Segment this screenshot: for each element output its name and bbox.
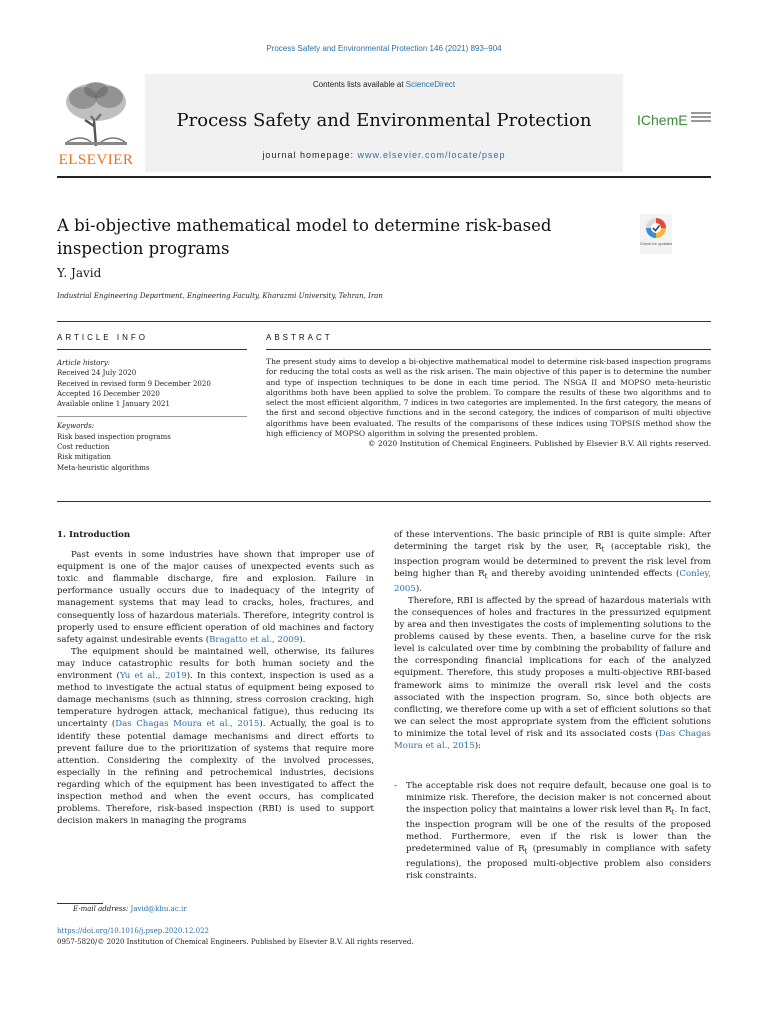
keywords-divider — [57, 416, 247, 417]
subscript: t — [671, 808, 675, 818]
email-label: E-mail address: — [73, 905, 131, 913]
journal-masthead — [57, 74, 711, 172]
text-run: The acceptable risk does not require default, because one goal is to minimize risk. Therefore, the decision maker is not concerned about the inspection policy that maintains a lower risk level than R — [406, 781, 711, 816]
text-run: ). — [299, 634, 306, 645]
keyword: Risk based inspection programs — [57, 432, 171, 441]
text-run: Past events in some industries have shown that improper use of equipment is one of the major causes of unexpected events such as toxic and flammable discharge, fire and explosion. Failure in performance usually occurs due to inadequacy of the integrity of management systems that may lead to cracks, holes, fractures, and consequently loss of hazardous materials. Therefore, integrity control is properly used to ensure efficient operation of old machines and factory safety against undesirable events ( — [57, 550, 374, 645]
issn-copyright: 0957-5820/© 2020 Institution of Chemical Engineers. Published by Elsevier B.V. All rights reserved. — [57, 938, 414, 946]
elsevier-tree-icon — [61, 80, 131, 148]
journal-homepage — [145, 150, 623, 160]
abstract-text: The present study aims to develop a bi-objective mathematical model to determine risk-based inspection programs for reducing the total costs as well as the risk arisen. The main objective of this paper is to determine the number and type of inspection techniques to be done in each time period. The NSGA II and MOPSO meta-heuristic algorithms both have been applied to solve the problem. To compare the results of these two algorithms and to select the most efficient algorithm, 7 indices in two categories are implemented. In the first category, the means of the first and second objective functions and in the second category, the indices of comparison of multi objective algorithms have been evaluated. The results of the comparisons of these indices using TOPSIS method show the high efficiency of MOPSO algorithm in solving the presented problem. — [266, 357, 711, 439]
subscript: t — [484, 571, 488, 581]
masthead-rule — [57, 176, 711, 178]
email-link[interactable]: Javid@khu.ac.ir — [130, 905, 187, 913]
author-name: Y. Javid — [57, 266, 102, 280]
citation-link[interactable]: Das Chagas Moura et al., 2015 — [394, 728, 711, 752]
abstract-copyright: © 2020 Institution of Chemical Engineers. Published by Elsevier B.V. All rights reserved. — [367, 439, 711, 449]
list-item — [394, 780, 711, 882]
header-divider — [57, 321, 711, 322]
text-run: (acceptable risk), the inspection program would be determined to prevent the risk level from being higher than R — [394, 542, 711, 579]
author-affiliation: Industrial Engineering Department, Engineering Faculty, Kharazmi University, Tehran, Iran — [57, 292, 383, 300]
crossmark-label: Check for updates — [640, 241, 672, 246]
citation-link[interactable]: Yu et al., 2019 — [119, 671, 187, 682]
abstract — [266, 357, 711, 450]
text-run: (presumably in compliance with safety regulations), the proposed multi-objective problem also considers risk constraints. — [406, 844, 711, 882]
icheme-wordmark: IChemE — [637, 112, 688, 128]
contents-line — [145, 80, 623, 89]
paragraph — [57, 549, 374, 646]
article-title: A bi-objective mathematical model to determine risk-based inspection programs — [57, 216, 552, 258]
history-item: Accepted 16 December 2020 — [57, 389, 160, 398]
article-info-heading: ARTICLE INFO — [57, 333, 148, 342]
text-run: ): — [474, 741, 481, 752]
text-run: ). — [415, 583, 422, 594]
text-run: Therefore, RBI is affected by the spread of hazardous materials with the consequences of holes and fractures in the pressurized equipment by area and then investigates the costs of implementing solutions to the problems caused by these events. Then, a baseline curve for the risk level is calculated over time by combining the probability of failure and the corresponding financial implications for each of the analyzed equipment. Therefore, this study proposes a multi-objective RBI-based framework aims to minimize the overall risk level and the costs associated with the inspection program. So, since both objects are conflicting, we therefore come up with a set of efficient solutions so that we can select the most appropriate system from the efficient solutions to minimize the total level of risk and its associated costs ( — [394, 595, 711, 739]
footnote-rule — [57, 903, 103, 904]
citation-link[interactable]: Das Chagas Moura et al., 2015 — [115, 719, 260, 730]
article-info — [57, 358, 247, 473]
publisher-logo[interactable] — [57, 76, 135, 166]
text-run: and thereby avoiding unintended effects ( — [487, 569, 680, 579]
paragraph — [394, 595, 711, 752]
text-run: The equipment should be maintained well, otherwise, its failures may induce catastrophic results for both human society and the environment ( — [57, 646, 374, 682]
icheme-tagline-lines — [691, 112, 711, 126]
icheme-logo[interactable] — [637, 110, 711, 134]
homepage-link[interactable]: www.elsevier.com/locate/psep — [357, 150, 506, 160]
contents-prefix: Contents lists available at — [312, 80, 406, 89]
paragraph — [394, 529, 711, 595]
left-column — [57, 529, 374, 827]
email-footnote — [73, 905, 187, 913]
elsevier-wordmark: ELSEVIER — [58, 152, 134, 168]
sciencedirect-link[interactable]: ScienceDirect — [405, 80, 456, 89]
right-column — [394, 529, 711, 882]
keyword: Risk mitigation — [57, 453, 111, 462]
history-item: Received in revised form 9 December 2020 — [57, 379, 211, 388]
abstract-rule — [266, 349, 711, 350]
history-item: Received 24 July 2020 — [57, 369, 137, 378]
abstract-bottom-rule — [57, 501, 711, 502]
crossmark-icon[interactable] — [640, 214, 672, 254]
doi-link[interactable]: https://doi.org/10.1016/j.psep.2020.12.022 — [57, 927, 209, 935]
homepage-prefix: journal homepage: — [262, 150, 358, 160]
keyword: Cost reduction — [57, 443, 110, 452]
subscript: t — [601, 544, 605, 554]
citation-link[interactable]: Conley, 2005 — [394, 569, 711, 594]
text-run: . In fact, the inspection program will be one of the results of the proposed method. Furthermore, even if the risk is lower than the predetermined value of R — [406, 805, 711, 855]
keyword: Meta-heuristic algorithms — [57, 463, 150, 472]
subscript: t — [524, 847, 528, 857]
journal-citation[interactable]: Process Safety and Environmental Protection 146 (2021) 893–904 — [266, 44, 502, 53]
paragraph — [57, 646, 374, 827]
journal-banner — [145, 74, 623, 172]
history-label: Article history: — [57, 359, 111, 367]
article-info-rule — [57, 349, 247, 350]
text-run: ). Actually, the goal is to identify these potential damage mechanisms and direct efforts to prevent failure due to the prioritization of systems that require more attention. Considering the complexity of the involved processes, especially in the refining and petrochemical industries, decisions regarding which of the equipment has been investigated to affect the inspection method and when the event occurs, has complicated problems. Therefore, risk-based inspection (RBI) is used to support decision makers in managing the programs — [57, 719, 374, 827]
text-run: of these interventions. The basic principle of RBI is quite simple: After determining the target risk by the user, R — [394, 530, 711, 553]
keywords-label: Keywords: — [57, 422, 95, 431]
journal-title: Process Safety and Environmental Protection — [176, 110, 592, 131]
section-heading: 1. Introduction — [57, 530, 131, 540]
citation-link[interactable]: Bragatto et al., 2009 — [209, 634, 300, 645]
list-bullet: - — [394, 781, 397, 792]
abstract-heading: ABSTRACT — [266, 333, 333, 342]
history-item: Available online 1 January 2021 — [57, 400, 170, 409]
text-run: ). In this context, inspection is used as a method to investigate the actual status of equipment being exposed to damage mechanisms (such as thinning, stress corrosion cracking, high temperature hydrogen attack, mechanical fatigue), thus reducing its uncertainty ( — [57, 671, 374, 730]
